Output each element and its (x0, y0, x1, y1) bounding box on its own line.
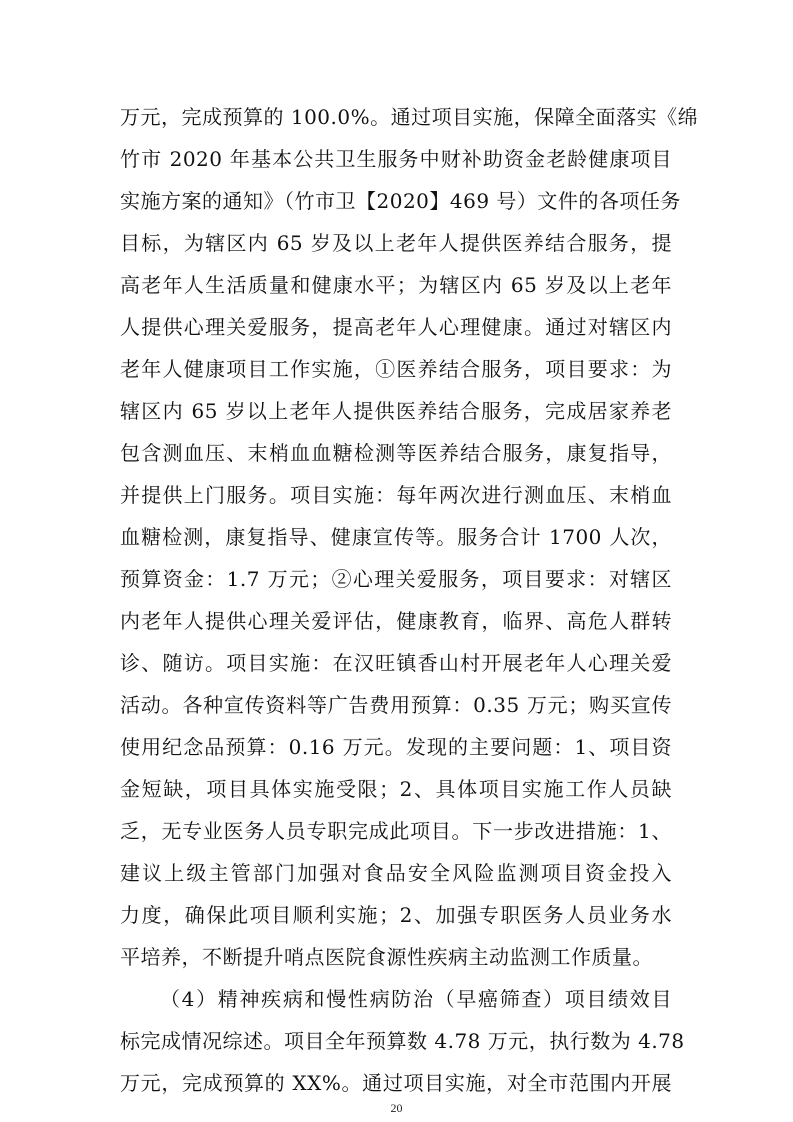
paragraph-line: 建议上级主管部门加强对食品安全风险监测项目资金投入 (120, 861, 672, 885)
paragraph-line: 并提供上门服务。项目实施：每年两次进行测血压、末梢血 (120, 483, 672, 507)
paragraph-line: 万元，完成预算的 XX%。通过项目实施，对全市范围内开展 (120, 1071, 672, 1095)
paragraph-line: 包含测血压、末梢血血糖检测等医养结合服务，康复指导， (120, 441, 672, 465)
paragraph-line: 竹市 2020 年基本公共卫生服务中财补助资金老龄健康项目 (120, 147, 672, 171)
paragraph-line: 目标，为辖区内 65 岁及以上老年人提供医养结合服务，提 (120, 231, 672, 255)
paragraph-line: 使用纪念品预算：0.16 万元。发现的主要问题：1、项目资 (120, 735, 672, 759)
paragraph-line: 人提供心理关爱服务，提高老年人心理健康。通过对辖区内 (120, 315, 672, 339)
section-heading-line: （4）精神疾病和慢性病防治（早癌筛查）项目绩效目 (160, 987, 672, 1011)
paragraph-line: 乏，无专业医务人员专职完成此项目。下一步改进措施：1、 (120, 819, 672, 843)
paragraph-line: 血糖检测，康复指导、健康宣传等。服务合计 1700 人次， (120, 525, 672, 549)
paragraph-line: 辖区内 65 岁以上老年人提供医养结合服务，完成居家养老 (120, 399, 672, 423)
paragraph-line: 平培养，不断提升哨点医院食源性疾病主动监测工作质量。 (120, 945, 653, 969)
page-number: 20 (390, 1101, 403, 1115)
paragraph-line: 标完成情况综述。项目全年预算数 4.78 万元，执行数为 4.78 (120, 1029, 685, 1053)
paragraph-line: 活动。各种宣传资料等广告费用预算：0.35 万元；购买宣传 (120, 693, 672, 717)
paragraph-line: 实施方案的通知》（竹市卫【2020】469 号）文件的各项任务 (120, 189, 681, 213)
paragraph-line: 力度，确保此项目顺利实施；2、加强专职医务人员业务水 (120, 903, 672, 927)
paragraph-line: 诊、随访。项目实施：在汉旺镇香山村开展老年人心理关爱 (120, 651, 672, 675)
paragraph-line: 万元，完成预算的 100.0%。通过项目实施，保障全面落实《绵 (120, 105, 699, 129)
paragraph-line: 老年人健康项目工作实施，①医养结合服务，项目要求：为 (120, 357, 672, 381)
paragraph-line: 预算资金：1.7 万元；②心理关爱服务，项目要求：对辖区 (120, 567, 672, 591)
paragraph-line: 内老年人提供心理关爱评估，健康教育，临界、高危人群转 (120, 609, 672, 633)
paragraph-line: 高老年人生活质量和健康水平；为辖区内 65 岁及以上老年 (120, 273, 672, 297)
paragraph-line: 金短缺，项目具体实施受限；2、具体项目实施工作人员缺 (120, 777, 672, 801)
